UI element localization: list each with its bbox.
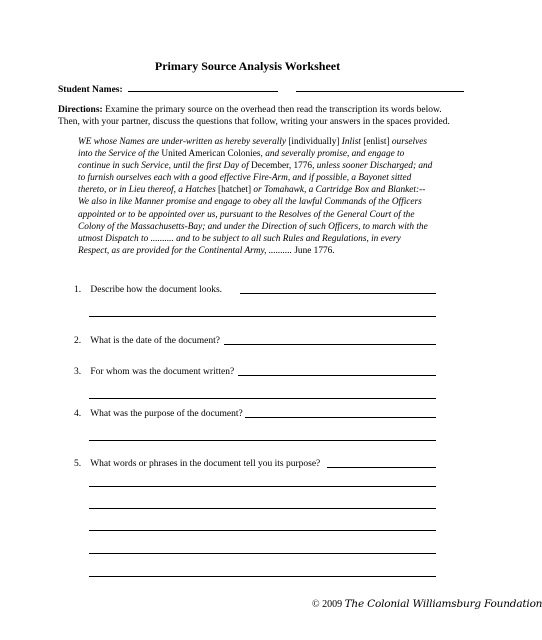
question-3 <box>74 367 234 377</box>
question-number: 3. <box>74 367 82 377</box>
transcription-segment: ourselves into the Service of the <box>78 137 428 160</box>
answer-line <box>89 486 436 487</box>
transcription-text <box>78 136 434 257</box>
transcription-segment: December, 1776 <box>251 161 313 172</box>
student-names-row <box>58 82 464 95</box>
transcription-segment: , unless sooner Discharged; and to furnish ourselves each with a good effective Fire-Arm, and if possible, a Bayonet sitted thereto, or in Lieu thereof, a Hatches <box>78 161 433 196</box>
transcription-segment: or Tomahawk, a Cartridge Box and Blanket:--We also in like Manner promise and engage to obey all the lawful Commands of the Officers appointed or to be appointed over us, pursuant to the Resolves of the General Court of the Colony of the Massachusetts-Bay; and under the Direction of such Officers, to march with the utmost Dispatch to .......... and to be subject to all such Rules and Regulations, in every Respect, as are provided for the Continental Army, .......... <box>78 185 428 256</box>
question-number: 2. <box>74 336 82 346</box>
question-text: What words or phrases in the document tell you its purpose? <box>90 459 321 469</box>
question-text: What is the date of the document? <box>90 336 221 346</box>
footer-copyright <box>312 598 542 610</box>
question-text: Describe how the document looks. <box>90 285 223 295</box>
answer-line <box>89 316 436 317</box>
question-number: 1. <box>74 285 82 295</box>
question-number: 5. <box>74 459 82 469</box>
foundation-logo: The Colonial Williamsburg Foundation <box>344 598 542 610</box>
question-1 <box>74 285 222 295</box>
directions-label: Directions: <box>58 105 103 115</box>
answer-line <box>327 467 436 468</box>
transcription-segment: June 1776. <box>294 245 335 256</box>
question-text: For whom was the document written? <box>90 367 235 377</box>
answer-line <box>89 440 436 441</box>
question-4 <box>74 409 243 419</box>
copyright-text: © 2009 <box>312 599 343 610</box>
answer-line <box>238 375 436 376</box>
directions-text: Examine the primary source on the overhead then read the transcription its words below. Then, with your partner, discuss the questions that follow, writing your answers in the spaces provided. <box>58 105 450 128</box>
answer-line <box>89 553 436 554</box>
student-names-label: Student Names: <box>58 85 123 95</box>
answer-line <box>224 344 436 345</box>
transcription-segment: [individually] <box>288 137 342 147</box>
transcription-segment: , and severally promise, and engage to continue in such Service, until the first Day of <box>78 149 405 172</box>
worksheet-title: Primary Source Analysis Worksheet <box>154 59 341 73</box>
transcription-segment: Inlist <box>341 137 364 147</box>
answer-line <box>89 398 436 399</box>
student-name-blank-1 <box>128 82 278 92</box>
answer-line <box>89 576 436 577</box>
student-name-blank-2 <box>296 82 464 92</box>
answer-line <box>89 508 436 509</box>
question-5 <box>74 459 320 469</box>
answer-line <box>240 293 436 294</box>
question-number: 4. <box>74 409 82 419</box>
question-2 <box>74 336 220 346</box>
directions-paragraph <box>58 104 450 128</box>
transcription-segment: [enlist] <box>363 137 392 147</box>
transcription-segment: [hatchet] <box>218 185 254 196</box>
transcription-segment: WE whose Names are under-written as hereby severally <box>78 137 289 147</box>
transcription-segment: United American Colonies <box>161 149 261 160</box>
answer-line <box>245 417 436 418</box>
question-text: What was the purpose of the document? <box>90 409 243 419</box>
answer-line <box>89 530 436 531</box>
